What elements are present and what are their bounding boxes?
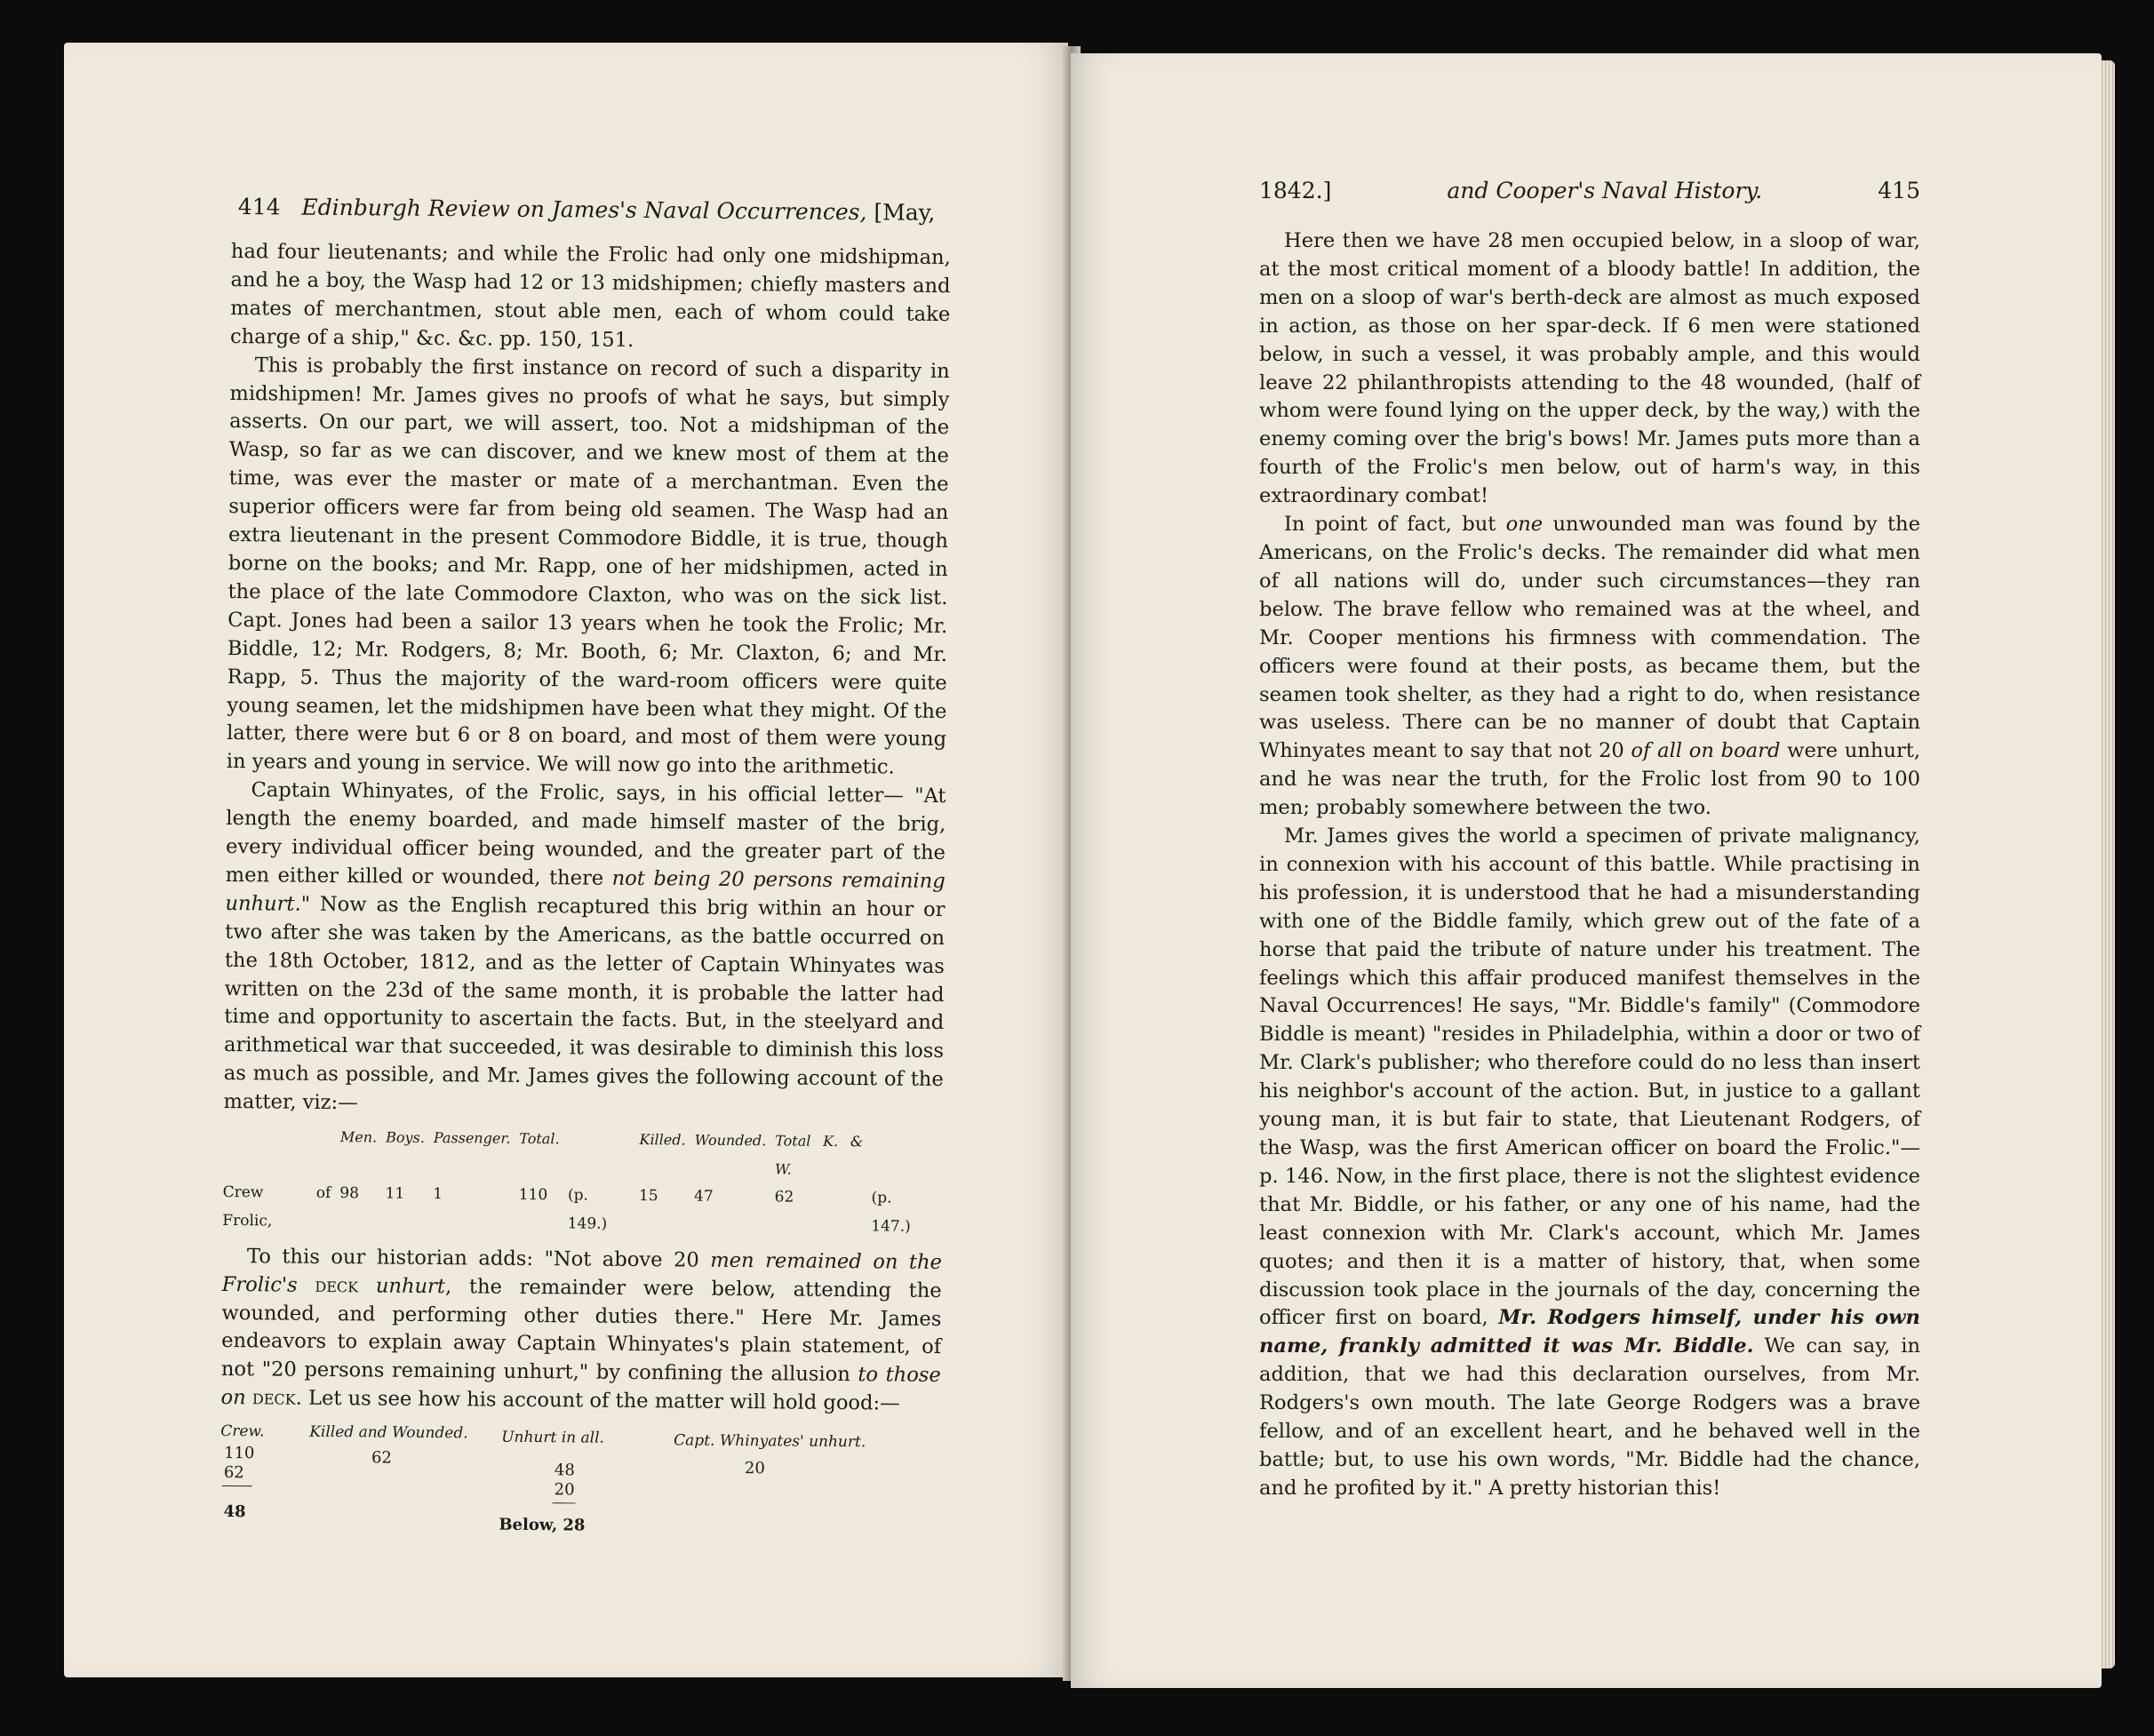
calc-crew-2: 62 <box>223 1463 244 1483</box>
calc-killed: 62 <box>371 1448 393 1468</box>
table-cell: Crew of Frolic, <box>222 1183 331 1230</box>
table-cell: 1 <box>433 1184 443 1204</box>
table-cell: (p. 149.) <box>567 1186 608 1233</box>
calc-header-unhurt: Unhurt in all. <box>501 1428 605 1447</box>
right-paragraph-2-text-a: In point of fact, but <box>1284 513 1506 537</box>
right-paragraph-2 <box>1259 511 1920 823</box>
table-cell: 62 <box>774 1188 794 1206</box>
left-page-header <box>238 194 936 226</box>
crew-stats-header-row <box>223 1122 944 1185</box>
calc-header-capt: Capt. Whinyates' unhurt. <box>674 1431 866 1452</box>
table-header-cell <box>568 1125 640 1183</box>
left-paragraph-3-text-b: " Now as the English recaptured this brig within an hour or two after she was taken by the Americans, as the battle occurred on the 18th October, 1812, and as the letter of Captain Whinyates was written on the 23d of the same month, it is probable the latter had time and opportunity to ascertain the facts. But, in the steelyard and arithmetical war that succeeded, it was desirable to diminish this loss as much as possible, and Mr. James gives the following account of the matter, viz:— <box>223 892 945 1115</box>
left-paragraph-4 <box>220 1243 942 1419</box>
right-page <box>1071 53 2102 1688</box>
table-cell: 11 <box>385 1184 405 1203</box>
table-header-cell <box>223 1122 340 1180</box>
right-paragraph-3 <box>1259 823 1920 1503</box>
calc-rule-unhurt <box>553 1502 576 1503</box>
left-page-body <box>219 238 951 1557</box>
left-paragraph-3-text-a: Captain Whinyates, of the Frolic, says, in his official letter— "At length the enemy boarded, and made himself master of the brig, every individual officer being wounded, and the greater part of the men either killed or wounded, there <box>225 778 946 890</box>
left-paragraph-4-text-c: . Let us see how his account of the matter will hold good:— <box>295 1386 900 1415</box>
left-paragraph-3-italic: not being 20 persons remaining unhurt. <box>225 866 945 916</box>
left-paragraph-4-smallcaps-1: deck <box>315 1273 359 1297</box>
table-header-cell: Total. <box>519 1129 560 1148</box>
right-page-header <box>1259 178 1920 203</box>
table-cell: 47 <box>694 1187 714 1206</box>
calc-crew-total: 48 <box>223 1502 246 1522</box>
table-header-cell: Total K. & W. <box>774 1132 864 1178</box>
table-cell: 15 <box>638 1186 658 1206</box>
table-header-cell: Killed. <box>639 1131 686 1149</box>
left-bracket-date: [May, <box>874 199 936 226</box>
table-row <box>222 1179 943 1242</box>
right-paragraph-3-bold-italic-2: , under his own name, frankly admitted it was <box>1259 1306 1920 1358</box>
table-header-cell: Men. <box>339 1128 378 1146</box>
right-page-body <box>1259 227 1920 1503</box>
right-running-title: and Cooper's Naval History. <box>1447 178 1763 203</box>
table-cell: 98 <box>339 1184 360 1203</box>
unhurt-calculation <box>219 1418 940 1557</box>
right-paragraph-2-text-b: unwounded man was found by the Americans, on the Frolic's decks. The remainder did what men of all nations will do, under such circumstances—they ran below. The brave fellow who remained was at the wheel, and Mr. Cooper mentions his firmness with commendation. The officers were found at their posts, as became them, but the seamen took shelter, as they had a right to do, when resistance was useless. There can be no manner of doubt that Captain Whinyates meant to say that not 20 <box>1259 513 1920 763</box>
right-paragraph-3-bold-italic-1: Mr. Rodgers himself <box>1498 1306 1735 1330</box>
left-running-title: Edinburgh Review on James's Naval Occurrences, <box>301 194 867 226</box>
left-page-number: 414 <box>237 194 281 220</box>
right-page-number: 415 <box>1878 178 1920 203</box>
calc-unhurt-1: 48 <box>554 1461 575 1480</box>
table-header-cell: Passenger. <box>433 1129 511 1147</box>
calc-header-killed: Killed and Wounded. <box>309 1422 468 1443</box>
left-paragraph-4-italic-2: unhurt <box>375 1274 446 1298</box>
crew-stats-table <box>222 1122 943 1242</box>
table-cell: (p. 147.) <box>871 1189 911 1236</box>
left-paragraph-4-text-a: To this our historian adds: "Not above 20 <box>246 1244 711 1272</box>
calc-unhurt-2: 20 <box>554 1480 575 1500</box>
calc-header-crew: Crew. <box>220 1422 265 1441</box>
right-paragraph-3-bold-italic-3: Mr. Biddle. <box>1623 1334 1754 1358</box>
calc-crew-1: 110 <box>223 1444 255 1463</box>
left-paragraph-4-text-b: , the remainder were below, attending the wounded, and performing other duties there." Here Mr. James endeavors to explain away Captain Whinyates's plain statement, of not "20 persons remaining unhurt," by confining the allusion <box>220 1274 942 1387</box>
left-paragraph-1: had four lieutenants; and while the Frolic had only one midshipman, and he a boy, the Wasp had 12 or 13 midshipmen; chiefly masters and mates of merchantmen, stout able men, each of whom could take charge of a ship," &c. &c. pp. 150, 151. <box>229 239 951 352</box>
right-paragraph-3-text-b: We can say, in addition, that we had this declaration ourselves, from Mr. Rodgers's own mouth. The late George Rodgers was a brave fellow, and of an excellent heart, and he behaved well in the battle; but, to use his own words, "Mr. Biddle had the chance, and he profited by it." A pretty historian this! <box>1259 1334 1920 1500</box>
table-header-cell <box>872 1127 944 1185</box>
right-paragraph-2-italic-2: of all on board <box>1631 739 1781 763</box>
right-paragraph-2-text-c: were unhurt, and he was near the truth, for the Frolic lost from 90 to 100 men; probably somewhere between the two. <box>1259 739 1921 820</box>
table-cell: 110 <box>518 1185 548 1205</box>
left-paragraph-3 <box>223 776 945 1123</box>
left-paragraph-4-smallcaps-2: deck <box>251 1386 296 1410</box>
calc-below: Below, 28 <box>499 1515 586 1535</box>
left-paragraph-2: This is probably the first instance on record of such a disparity in midshipmen! Mr. James gives no proofs of what he says, but simply asserts. On our part, we will assert, too. Not a midshipman of the Wasp, so far as we can discover, and we knew most of them at the time, was ever the master or mate of a merchantman. Even the superior officers were far from being old seamen. The Wasp had an extra lieutenant in the present Commodore Biddle, it is true, though borne on the books; and Mr. Rapp, one of her midshipmen, acted in the place of the late Commodore Claxton, who was on the sick list. Capt. Jones had been a sailor 13 years when he took the Frolic; Mr. Biddle, 12; Mr. Rodgers, 8; Mr. Booth, 6; Mr. Claxton, 6; and Mr. Rapp, 5. Thus the majority of the ward-room officers were quite young seamen, let the midshipmen have been what they might. Of the latter, there were but 6 or 8 on board, and most of them were young in years and young in service. We will now go into the arithmetic. <box>226 353 950 779</box>
left-paragraph-4-italic-1: men remained on the Frolic's <box>221 1248 943 1297</box>
right-paragraph-1: Here then we have 28 men occupied below, in a sloop of war, at the most critical moment of a bloody battle! In addition, the men on a sloop of war's berth-deck are almost as much exposed in action, as those on her spar-deck. If 6 men were stationed below, in such a vessel, it was probably ample, and this would leave 22 philanthropists attending to the 48 wounded, (half of whom were found lying on the upper deck, by the way,) with the enemy coming over the brig's bows! Mr. James puts more than a fourth of the Frolic's men below, out of harm's way, in this extraordinary combat! <box>1259 229 1920 508</box>
table-header-cell: Wounded. <box>694 1131 767 1150</box>
right-paragraph-2-italic-1: one <box>1505 513 1544 537</box>
right-page-year: 1842.] <box>1259 178 1332 203</box>
right-paragraph-3-text-a: Mr. James gives the world a specimen of private malignancy, in connexion with his account of this battle. While practising in his profession, it is understood that he had a misunderstanding with one of the Biddle family, which grew out of the fate of a horse that paid the tribute of nature under his treatment. The feelings which this affair produced manifest themselves in the Naval Occurrences! He says, "Mr. Biddle's family" (Commodore Biddle is meant) "resides in Philadelphia, within a door or two of Mr. Clark's publisher; who therefore could do no less than insert his neighbor's account of the action. But, in justice to a gallant young man, it is but fair to state, that Lieutenant Rodgers, of the Wasp, was the first American officer on board the Frolic."—p. 146. Now, in the first place, there is not the slightest evidence that Mr. Biddle, or his father, or any one of his name, had the least connexion with Mr. Clark's account, which Mr. James quotes; and then it is a matter of history, that, when some discussion took place in the journals of the day, concerning the officer first on board, <box>1259 824 1920 1330</box>
table-header-cell: Boys. <box>386 1128 425 1147</box>
calc-capt: 20 <box>744 1459 765 1478</box>
left-page <box>64 43 1068 1677</box>
left-paragraph-4-italic-3: to those on <box>220 1363 941 1410</box>
